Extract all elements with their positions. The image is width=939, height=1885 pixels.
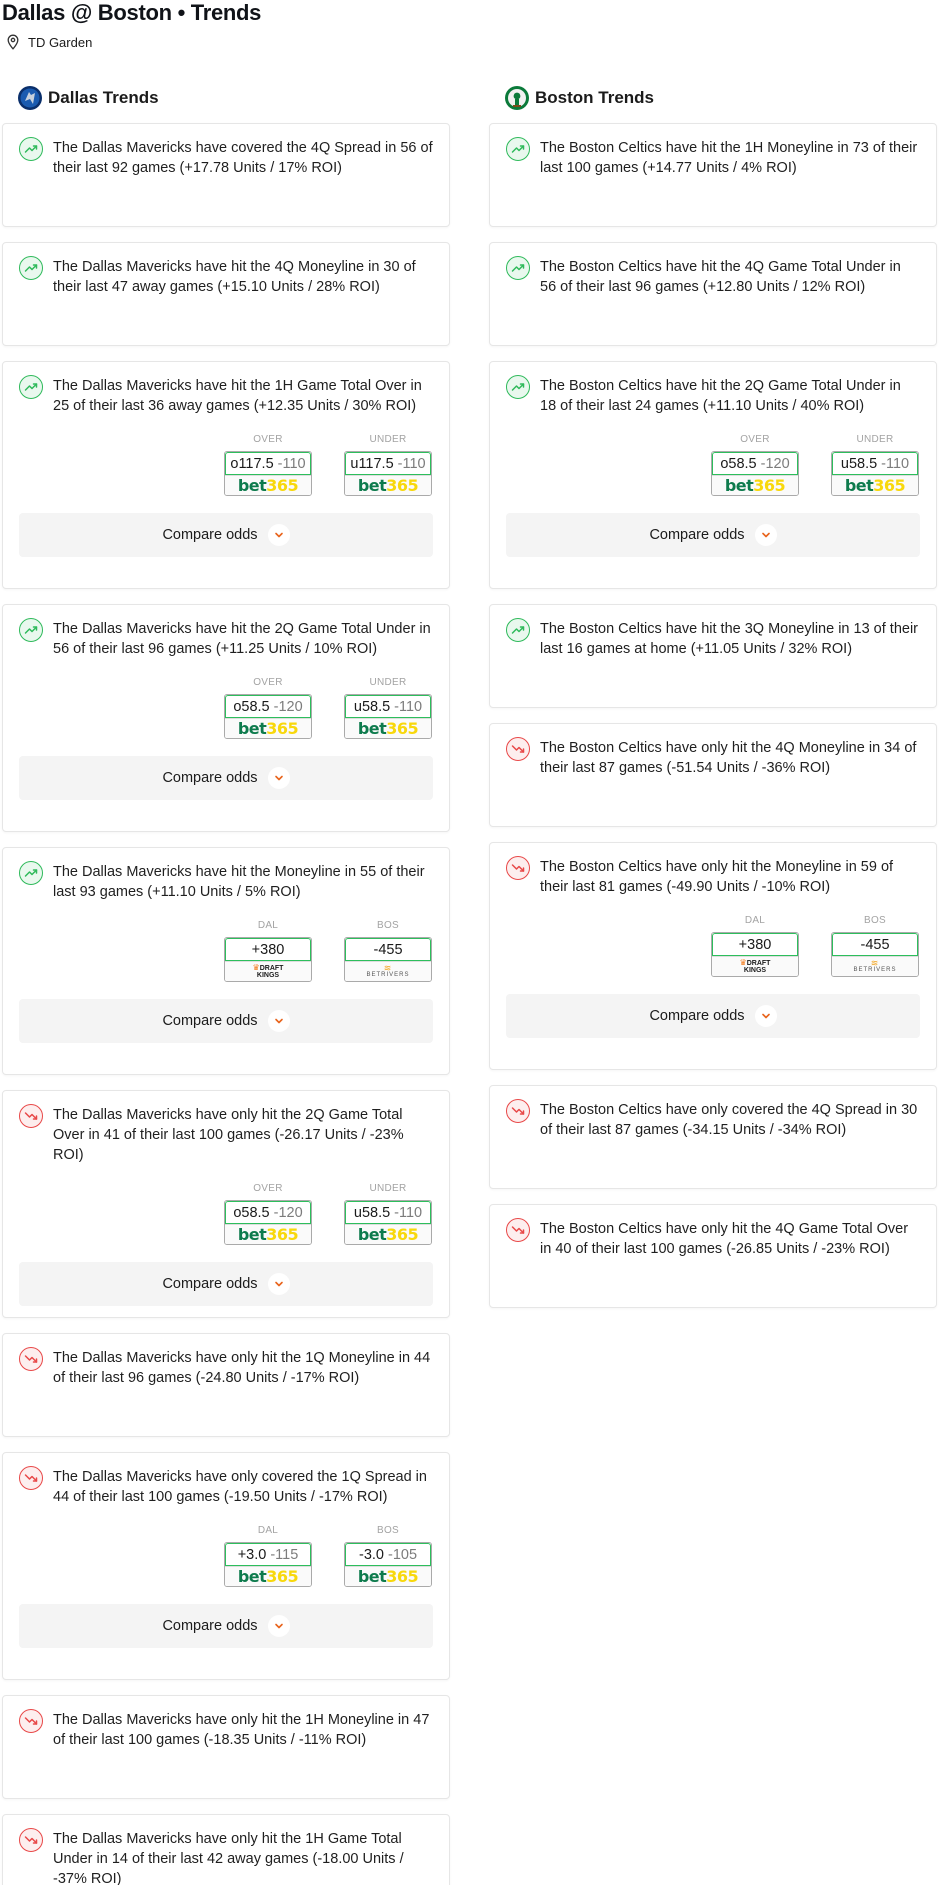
- odds-caption: UNDER: [369, 1183, 407, 1194]
- sportsbook: [225, 961, 311, 981]
- chevron-down-icon: [268, 1010, 290, 1032]
- odds-option[interactable]: [224, 920, 312, 982]
- sportsbook: [712, 475, 798, 495]
- odds-caption: OVER: [740, 434, 770, 445]
- odds-button[interactable]: [224, 937, 312, 982]
- compare-odds-button[interactable]: [19, 513, 433, 557]
- trend-card: [489, 723, 937, 827]
- compare-odds-button[interactable]: [506, 513, 920, 557]
- trending-down-icon: [506, 1218, 530, 1242]
- trending-down-icon: [506, 856, 530, 880]
- odds-button[interactable]: [711, 932, 799, 977]
- compare-odds-label: Compare odds: [162, 770, 258, 786]
- trend-text: The Boston Celtics have only hit the 4Q Game Total Over in 40 of their last 100 games (-26.85 Units / -23% ROI): [540, 1221, 909, 1257]
- odds-button[interactable]: [344, 451, 432, 496]
- odds-caption: DAL: [257, 1525, 279, 1536]
- odds-option[interactable]: [224, 1183, 312, 1245]
- odds-button[interactable]: [344, 694, 432, 739]
- odds-option[interactable]: [224, 434, 312, 496]
- odds-caption: BOS: [863, 915, 887, 926]
- odds-button[interactable]: [711, 451, 799, 496]
- chevron-down-icon: [268, 524, 290, 546]
- odds-button[interactable]: [831, 932, 919, 977]
- odds-option[interactable]: [344, 1183, 432, 1245]
- compare-odds-button[interactable]: [19, 999, 433, 1043]
- compare-odds-button[interactable]: [19, 756, 433, 800]
- odds-line: +380: [251, 941, 285, 958]
- odds-line: o58.5: [233, 698, 270, 715]
- chevron-down-icon: [755, 1005, 777, 1027]
- trend-text: The Boston Celtics have hit the 4Q Game Total Under in 56 of their last 96 games (+12.80 Units / 12% ROI): [540, 259, 901, 295]
- trend-text: The Boston Celtics have only hit the 4Q Moneyline in 34 of their last 87 games (-51.54 Units / -36% ROI): [540, 740, 917, 776]
- odds-option[interactable]: [224, 1525, 312, 1587]
- chevron-down-icon: [755, 524, 777, 546]
- bet365-logo: bet365: [237, 476, 299, 495]
- odds-caption: OVER: [253, 434, 283, 445]
- odds-option[interactable]: [711, 434, 799, 496]
- odds-line: -455: [373, 941, 403, 958]
- betrivers-logo: ≋ BETRIVERS: [366, 963, 410, 978]
- trend-card: [489, 242, 937, 346]
- odds-price: -110: [394, 698, 423, 715]
- trend-card: [2, 1695, 450, 1799]
- sportsbook: [712, 956, 798, 976]
- odds-line: -3.0: [358, 1546, 384, 1563]
- trend-card: [489, 842, 937, 1070]
- odds-price: -120: [273, 1204, 303, 1221]
- trend-card: [2, 1333, 450, 1437]
- bet365-logo: bet365: [844, 476, 906, 495]
- sportsbook: [345, 718, 431, 738]
- odds-row: [506, 434, 920, 496]
- odds-row: [19, 677, 433, 739]
- trend-text: The Boston Celtics have hit the 1H Moneyline in 73 of their last 100 games (+14.77 Units / 4% ROI): [540, 140, 918, 176]
- odds-button[interactable]: [344, 937, 432, 982]
- sportsbook: [832, 956, 918, 976]
- trending-up-icon: [19, 256, 43, 280]
- column-header: [18, 84, 450, 112]
- bet365-logo: bet365: [357, 1225, 419, 1244]
- trending-up-icon: [19, 861, 43, 885]
- trend-text: The Dallas Mavericks have only hit the 1H Moneyline in 47 of their last 100 games (-18.35 Units / -11% ROI): [53, 1712, 430, 1748]
- sportsbook: [225, 718, 311, 738]
- venue-name: TD Garden: [28, 34, 93, 50]
- odds-line: -455: [860, 936, 890, 953]
- trend-text: The Dallas Mavericks have hit the 2Q Game Total Under in 56 of their last 96 games (+11.25 Units / 10% ROI): [53, 621, 431, 657]
- odds-option[interactable]: [831, 434, 919, 496]
- sportsbook: [225, 1566, 311, 1586]
- odds-row: [19, 920, 433, 982]
- bet365-logo: bet365: [237, 1225, 299, 1244]
- trend-card: [489, 604, 937, 708]
- odds-line: u117.5: [350, 455, 394, 472]
- column-title: Boston Trends: [535, 88, 655, 107]
- trend-card: [2, 847, 450, 1075]
- column-title: Dallas Trends: [48, 88, 159, 107]
- trend-text: The Boston Celtics have only covered the 4Q Spread in 30 of their last 87 games (-34.15 Units / -34% ROI): [540, 1102, 918, 1138]
- odds-option[interactable]: [711, 915, 799, 977]
- compare-odds-label: Compare odds: [162, 1276, 258, 1292]
- odds-caption: UNDER: [369, 434, 407, 445]
- bet365-logo: bet365: [724, 476, 786, 495]
- draftkings-logo: ♛DRAFT KINGS: [739, 958, 771, 974]
- odds-price: -110: [397, 455, 426, 472]
- odds-row: [506, 915, 920, 977]
- trend-text: The Boston Celtics have hit the 3Q Moneyline in 13 of their last 16 games at home (+11.05 Units / 32% ROI): [540, 621, 919, 657]
- trend-card: [2, 123, 450, 227]
- betrivers-logo: ≋ BETRIVERS: [853, 958, 897, 973]
- chevron-down-icon: [268, 1615, 290, 1637]
- trending-up-icon: [506, 618, 530, 642]
- odds-caption: OVER: [253, 1183, 283, 1194]
- sportsbook: [345, 961, 431, 981]
- compare-odds-label: Compare odds: [649, 527, 745, 543]
- trend-card: [2, 1814, 450, 1885]
- sportsbook: [345, 1566, 431, 1586]
- compare-odds-label: Compare odds: [649, 1008, 745, 1024]
- bet365-logo: bet365: [357, 476, 419, 495]
- trend-card: [489, 361, 937, 589]
- odds-line: o117.5: [230, 455, 274, 472]
- chevron-down-icon: [268, 767, 290, 789]
- bet365-logo: bet365: [237, 719, 299, 738]
- dallas-trends-column: [2, 84, 450, 1885]
- sportsbook: [832, 475, 918, 495]
- compare-odds-button[interactable]: [506, 994, 920, 1038]
- odds-caption: BOS: [376, 920, 400, 931]
- page-title: Dallas @ Boston • Trends: [2, 0, 262, 25]
- bet365-logo: bet365: [357, 719, 419, 738]
- odds-line: u58.5: [840, 455, 878, 472]
- trending-down-icon: [506, 737, 530, 761]
- odds-button[interactable]: [344, 1200, 432, 1245]
- draftkings-logo: ♛DRAFT KINGS: [252, 963, 284, 979]
- odds-caption: UNDER: [369, 677, 407, 688]
- trend-text: The Boston Celtics have hit the 2Q Game Total Under in 18 of their last 24 games (+11.10 Units / 40% ROI): [540, 378, 901, 414]
- compare-odds-label: Compare odds: [162, 527, 258, 543]
- trend-card: [2, 604, 450, 832]
- odds-button[interactable]: [224, 451, 312, 496]
- trending-up-icon: [506, 137, 530, 161]
- odds-line: o58.5: [233, 1204, 270, 1221]
- odds-button[interactable]: [344, 1542, 432, 1587]
- location-pin-icon: [6, 34, 20, 50]
- odds-line: +3.0: [237, 1546, 267, 1563]
- trending-up-icon: [506, 375, 530, 399]
- odds-button[interactable]: [224, 694, 312, 739]
- trend-text: The Dallas Mavericks have only hit the 1H Game Total Under in 14 of their last 42 away games (-18.00 Units / -37% ROI): [53, 1831, 404, 1885]
- trending-down-icon: [506, 1099, 530, 1123]
- trend-card: [489, 123, 937, 227]
- trending-down-icon: [19, 1466, 43, 1490]
- odds-caption: DAL: [257, 920, 279, 931]
- odds-option[interactable]: [344, 677, 432, 739]
- odds-caption: OVER: [253, 677, 283, 688]
- trend-card: [2, 1452, 450, 1680]
- compare-odds-label: Compare odds: [162, 1618, 258, 1634]
- trending-up-icon: [19, 618, 43, 642]
- boston-trends-column: [489, 84, 937, 1323]
- odds-caption: UNDER: [856, 434, 894, 445]
- odds-line: o58.5: [720, 455, 757, 472]
- odds-line: +380: [738, 936, 772, 953]
- compare-odds-button[interactable]: [19, 1604, 433, 1648]
- odds-row: [19, 1525, 433, 1587]
- odds-option[interactable]: [344, 434, 432, 496]
- odds-option[interactable]: [224, 677, 312, 739]
- trend-card: [2, 242, 450, 346]
- trend-text: The Dallas Mavericks have hit the 4Q Moneyline in 30 of their last 47 away games (+15.10 Units / 28% ROI): [53, 259, 416, 295]
- odds-button[interactable]: [224, 1200, 312, 1245]
- odds-option[interactable]: [344, 1525, 432, 1587]
- compare-odds-label: Compare odds: [162, 1013, 258, 1029]
- trending-down-icon: [19, 1347, 43, 1371]
- trend-text: The Dallas Mavericks have only hit the 2Q Game Total Over in 41 of their last 100 games (-26.17 Units / -23% ROI): [53, 1107, 404, 1163]
- odds-row: [19, 1183, 433, 1245]
- sportsbook: [345, 475, 431, 495]
- sportsbook: [345, 1224, 431, 1244]
- trend-text: The Dallas Mavericks have only covered the 1Q Spread in 44 of their last 100 games (-19.50 Units / -17% ROI): [53, 1469, 427, 1505]
- venue: [6, 34, 92, 50]
- trending-up-icon: [19, 375, 43, 399]
- compare-odds-button[interactable]: [19, 1262, 433, 1306]
- odds-price: -120: [760, 455, 790, 472]
- trend-card: [2, 1090, 450, 1318]
- chevron-down-icon: [268, 1273, 290, 1295]
- odds-line: u58.5: [353, 698, 391, 715]
- trend-text: The Dallas Mavericks have hit the 1H Game Total Over in 25 of their last 36 away games (+12.35 Units / 30% ROI): [53, 378, 422, 414]
- odds-option[interactable]: [831, 915, 919, 977]
- trend-text: The Boston Celtics have only hit the Moneyline in 59 of their last 81 games (-49.90 Units / -10% ROI): [540, 859, 894, 895]
- odds-button[interactable]: [831, 451, 919, 496]
- column-header: [505, 84, 937, 112]
- odds-price: -110: [277, 455, 306, 472]
- odds-price: -110: [394, 1204, 423, 1221]
- trend-text: The Dallas Mavericks have hit the Moneyline in 55 of their last 93 games (+11.10 Units / 5% ROI): [53, 864, 425, 900]
- sportsbook: [225, 1224, 311, 1244]
- odds-price: -120: [273, 698, 303, 715]
- trending-up-icon: [19, 137, 43, 161]
- trending-down-icon: [19, 1104, 43, 1128]
- trend-text: The Dallas Mavericks have covered the 4Q Spread in 56 of their last 92 games (+17.78 Units / 17% ROI): [53, 140, 433, 176]
- sportsbook: [225, 475, 311, 495]
- trend-card: [2, 361, 450, 589]
- celtics-logo: [505, 86, 529, 110]
- trending-down-icon: [19, 1828, 43, 1852]
- bet365-logo: bet365: [357, 1567, 419, 1586]
- odds-price: -110: [881, 455, 910, 472]
- trend-text: The Dallas Mavericks have only hit the 1Q Moneyline in 44 of their last 96 games (-24.80 Units / -17% ROI): [53, 1350, 431, 1386]
- trend-card: [489, 1204, 937, 1308]
- odds-row: [19, 434, 433, 496]
- trend-card: [489, 1085, 937, 1189]
- odds-line: u58.5: [353, 1204, 391, 1221]
- odds-button[interactable]: [224, 1542, 312, 1587]
- mavericks-logo: [18, 86, 42, 110]
- trending-down-icon: [19, 1709, 43, 1733]
- odds-caption: DAL: [744, 915, 766, 926]
- bet365-logo: bet365: [237, 1567, 299, 1586]
- odds-price: -115: [270, 1546, 299, 1563]
- odds-price: -105: [387, 1546, 418, 1563]
- odds-option[interactable]: [344, 920, 432, 982]
- trending-up-icon: [506, 256, 530, 280]
- odds-caption: BOS: [376, 1525, 400, 1536]
